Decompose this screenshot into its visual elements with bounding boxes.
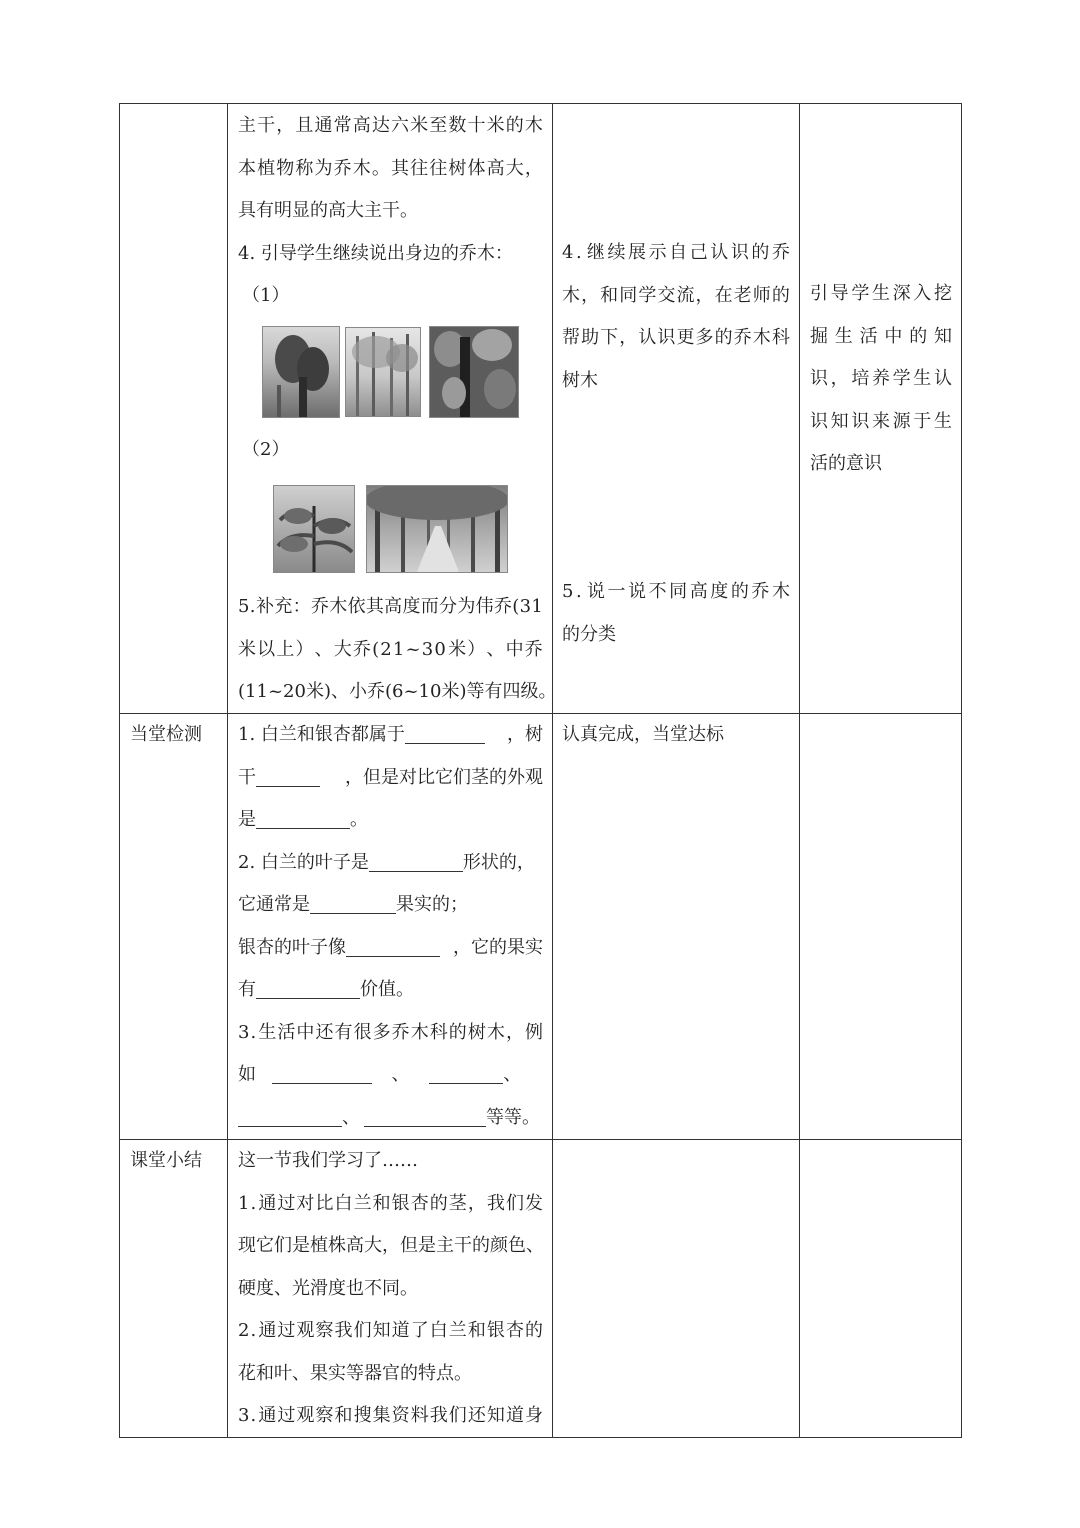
content-line: ( 1 1 ~ 2 0 米 ) 、 小 乔 ( 6 ~ 1 0 米 ) 等 有 四 级 。: [238, 681, 557, 702]
student-line: 4 . 继 续 展 示 自 己 认 识 的 乔: [562, 242, 790, 263]
answer-blank: [369, 852, 463, 872]
answer-blank: [429, 1064, 503, 1084]
row2-content-cell: [238, 714, 543, 1139]
tree-photo-2-icon: [345, 327, 421, 417]
quiz-text: 银杏的叶子像: [238, 936, 346, 958]
quiz-line: 3 . 生 活 中 还 有 很 多 乔 木 科 的 树 木 ， 例: [238, 1021, 543, 1043]
intent-line: 识 知 识 来 源 于 生: [810, 410, 952, 432]
quiz-line: [238, 714, 543, 757]
quiz-text: 、: [342, 1106, 360, 1128]
quiz-line: [238, 1097, 543, 1140]
quiz-line: [238, 884, 543, 927]
quiz-line: [238, 969, 543, 1012]
answer-blank: [256, 767, 320, 787]
quiz-text: 它通常是: [238, 894, 310, 915]
quiz-text: ，它的果实: [453, 936, 543, 958]
col-divider-3: [799, 103, 800, 1438]
row1-intent-cell: [810, 273, 952, 486]
quiz-text: 、: [391, 1064, 410, 1085]
answer-blank: [256, 809, 350, 829]
answer-blank: [310, 894, 396, 914]
quiz-text: 干: [238, 766, 256, 788]
answer-blank: [405, 724, 485, 744]
row1-content-cell: [238, 105, 543, 318]
content-line: 主 干 ， 且 通 常 高 达 六 米 至 数 十 米 的 木: [238, 115, 543, 136]
content-line: （2）: [242, 439, 290, 460]
content-line: 米 以 上 ） 、 大 乔 ( 2 1 ~ 3 0 米 ） 、 中 乔: [238, 638, 543, 660]
row2-stage-label: [130, 714, 202, 757]
student-line: 的分类: [562, 623, 616, 645]
summary-line: 1 . 通 过 对 比 白 兰 和 银 杏 的 茎 ， 我 们 发: [238, 1192, 543, 1214]
content-line: 4. 引导学生继续说出身边的乔木：: [238, 242, 513, 264]
answer-blank: [272, 1064, 372, 1084]
quiz-text: 是: [238, 809, 256, 830]
answer-blank: [346, 937, 440, 957]
tree-photo-4-icon: [273, 485, 355, 573]
row1-content-cell-3: [238, 586, 557, 714]
quiz-line: [238, 799, 543, 842]
col-divider-0: [119, 103, 120, 1438]
tree-photo-5-icon: [366, 485, 508, 573]
quiz-text: 形状的，: [462, 851, 535, 873]
student-line: 木 ， 和 同 学 交 流 ， 在 老 师 的: [562, 284, 790, 306]
quiz-text: 价值。: [360, 979, 414, 1000]
answer-blank: [238, 1107, 342, 1127]
content-line: 具有明显的高大主干。: [238, 200, 418, 221]
col-divider-1: [227, 103, 228, 1438]
quiz-text: 如: [238, 1064, 256, 1085]
quiz-line: [238, 757, 543, 800]
quiz-text: 。: [350, 809, 368, 830]
row2-student-cell: [562, 714, 790, 757]
student-line: 认真完成，当堂达标: [562, 724, 724, 745]
quiz-text: 2. 白兰的叶子是: [238, 851, 369, 873]
tree-photo-3-icon: [429, 326, 519, 418]
student-line: 5 . 说 一 说 不 同 高 度 的 乔 木: [562, 581, 790, 602]
row1-content-cell-2: [242, 429, 542, 472]
quiz-text: 等等。: [486, 1106, 540, 1128]
quiz-text: 1. 白兰和银杏都属于: [238, 724, 405, 745]
summary-line: 硬度、光滑度也不同。: [238, 1277, 418, 1299]
answer-blank: [364, 1107, 486, 1127]
quiz-text: 、: [503, 1064, 522, 1085]
col-divider-4: [961, 103, 962, 1438]
quiz-line: [238, 927, 543, 970]
row1-student-cell-2: [562, 571, 790, 656]
summary-line: 现 它 们 是 植 株 高 大 ， 但 是 主 干 的 颜 色 、: [238, 1235, 544, 1256]
intent-line: 掘 生 活 中 的 知: [810, 325, 952, 347]
summary-line: 花和叶、果实等器官的特点。: [238, 1362, 472, 1384]
summary-line: 2 . 通 过 观 察 我 们 知 道 了 白 兰 和 银 杏 的: [238, 1320, 543, 1341]
quiz-text: 果实的；: [396, 894, 468, 915]
table-border-top: [119, 103, 962, 104]
content-line: （1）: [242, 285, 290, 306]
row3-content-cell: [238, 1140, 543, 1438]
stage-label: 课堂小结: [130, 1150, 202, 1171]
quiz-text: 有: [238, 979, 256, 1000]
row3-stage-label: [130, 1140, 202, 1183]
student-line: 帮 助 下 ， 认 识 更 多 的 乔 木 科: [562, 327, 790, 348]
content-line: 本 植 物 称 为 乔 木 。 其 往 往 树 体 高 大 ，: [238, 157, 543, 179]
intent-line: 识 ， 培 养 学 生 认: [810, 368, 952, 389]
intent-line: 活的意识: [810, 453, 882, 474]
summary-line: 这一节我们学习了……: [238, 1150, 418, 1171]
quiz-text: ，树: [507, 724, 543, 745]
row1-student-cell: [562, 232, 790, 402]
answer-blank: [256, 979, 360, 999]
tree-photo-1-icon: [262, 326, 340, 418]
summary-line: 3 . 通 过 观 察 和 搜 集 资 料 我 们 还 知 道 身: [238, 1405, 543, 1426]
quiz-text: ，但是对比它们茎的外观: [345, 766, 543, 788]
intent-line: 引 导 学 生 深 入 挖: [810, 283, 952, 304]
content-line: 5 . 补 充 ： 乔 木 依 其 高 度 而 分 为 伟 乔 ( 3 1: [238, 596, 543, 617]
quiz-line: [238, 1054, 543, 1097]
stage-label: 当堂检测: [130, 724, 202, 745]
quiz-line: [238, 842, 543, 885]
student-line: 树木: [562, 369, 598, 391]
col-divider-2: [552, 103, 553, 1438]
